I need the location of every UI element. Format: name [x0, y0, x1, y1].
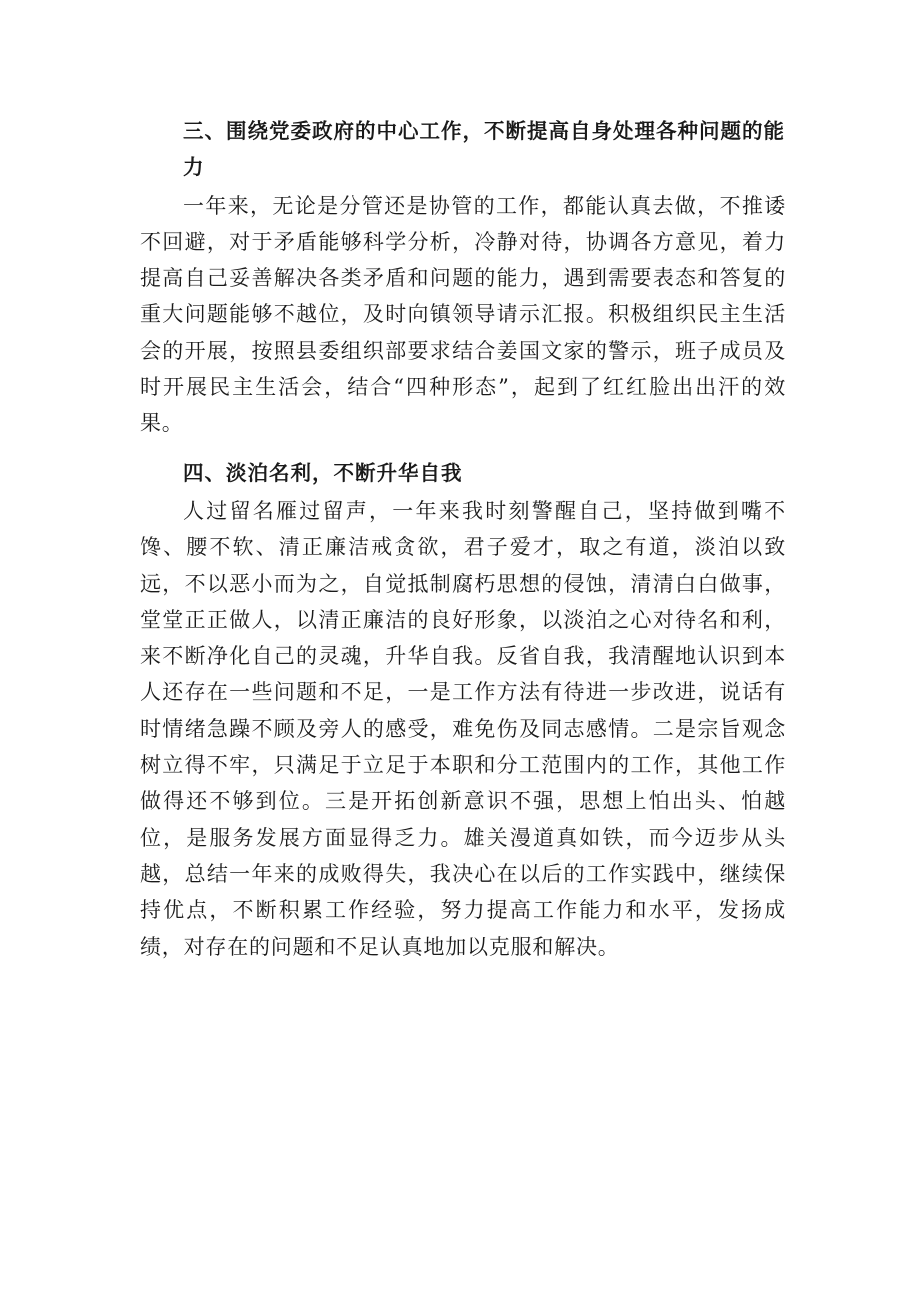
document-body: [140, 113, 786, 965]
section-four-heading: 四、淡泊名利，不断升华自我: [183, 460, 463, 485]
section-three-heading: 三、围绕党委政府的中心工作，不断提高自身处理各种问题的能力: [183, 119, 785, 180]
section-four-paragraph: 人过留名雁过留声，一年来我时刻警醒自己，坚持做到嘴不馋、腰不软、清正廉洁戒贪欲，君子爱才，取之有道，淡泊以致远，不以恶小而为之，自觉抵制腐朽思想的侵蚀，清清白白做事，堂堂正正做人，以清正廉洁的良好形象，以淡泊之心对待名和利，来不断净化自己的灵魂，升华自我。反省自我，我清醒地认识到本人还存在一些问题和不足，一是工作方法有待进一步改进，说话有时情绪急躁不顾及旁人的感受，难免伤及同志感情。二是宗旨观念树立得不牢，只满足于立足于本职和分工范围内的工作，其他工作做得还不够到位。三是开拓创新意识不强，思想上怕出头、怕越位，是服务发展方面显得乏力。雄关漫道真如铁，而今迈步从头越，总结一年来的成败得失，我决心在以后的工作实践中，继续保持优点，不断积累工作经验，努力提高工作能力和水平，发扬成绩，对存在的问题和不足认真地加以克服和解决。: [140, 498, 786, 959]
section-three-paragraph: 一年来，无论是分管还是协管的工作，都能认真去做，不推诿不回避，对于矛盾能够科学分析，冷静对待，协调各方意见，着力提高自己妥善解决各类矛盾和问题的能力，遇到需要表态和答复的重大问题能够不越位，及时向镇领导请示汇报。积极组织民主生活会的开展，按照县委组织部要求结合姜国文家的警示，班子成员及时开展民主生活会，结合“四种形态”，起到了红红脸出出汗的效果。: [140, 193, 786, 436]
